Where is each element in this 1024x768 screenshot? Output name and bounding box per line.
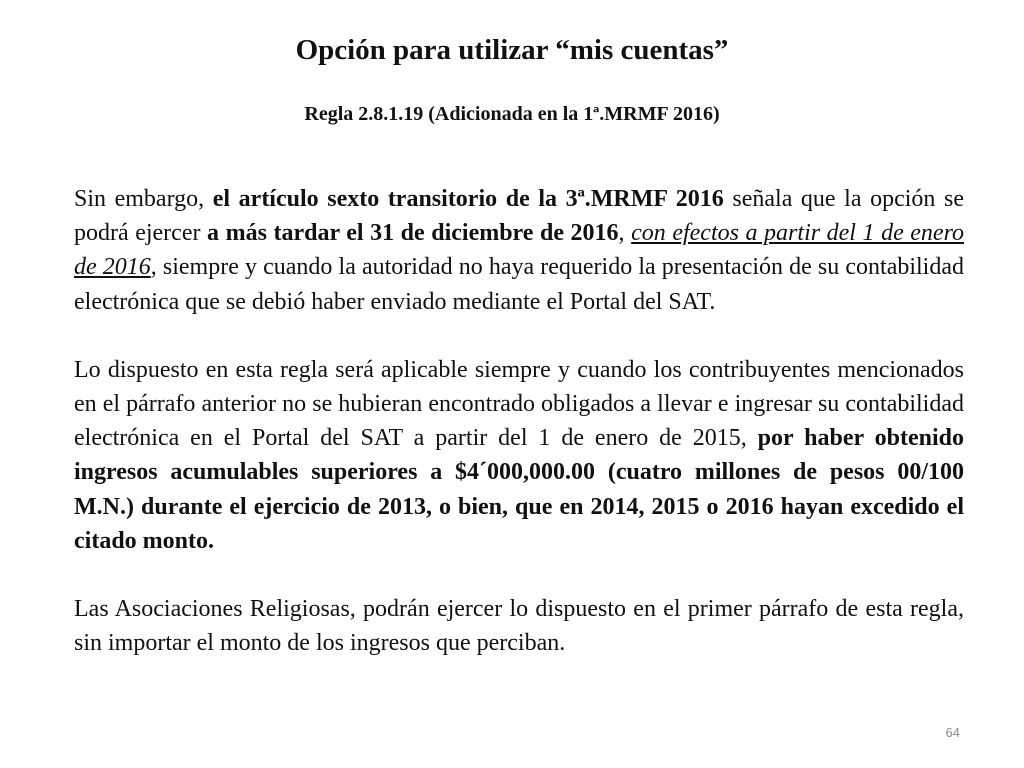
bold-segment: por haber obtenido ingresos acumulables superiores a $4´000,000.00 (cuatro millones de pesos 00/100 M.N.) durante el ejercicio de 2013, o bien, que en 2014, 2015 o 2016 hayan excedido el citado monto. [74,425,964,554]
slide-subtitle: Regla 2.8.1.19 (Adicionada en la 1ª.MRMF 2016) [304,103,720,125]
text-segment: , siempre y cuando la autoridad no haya requerido la presentación de su contabilidad electrónica que se debió haber enviado mediante el Portal del SAT. [74,254,965,315]
slide-title: Opción para utilizar “mis cuentas” [295,34,729,66]
paragraph-1 [74,182,964,319]
text-segment: , [618,220,632,247]
page-number: 64 [945,725,960,740]
bold-segment: el artículo sexto transitorio de la 3ª.MRMF 2016 [212,186,724,212]
text-segment: señala que la opción se podrá ejercer [74,186,965,247]
paragraph-2 [74,353,964,558]
text-segment: Lo dispuesto en esta regla será aplicable siempre y cuando los contribuyentes mencionados en el párrafo anterior no se hubieran encontrado obligados a llevar e ingresar su contabilidad electrónica en el Portal del SAT a partir del 1 de enero de 2015, [74,356,964,452]
paragraph-3 [74,592,964,660]
text-segment: Sin embargo, [74,186,213,212]
bold-segment: a más tardar el 31 de diciembre de 2016 [207,220,619,247]
slide-body [74,182,964,660]
text-segment: Las Asociaciones Religiosas, podrán ejercer lo dispuesto en el primer párrafo de esta regla, sin importar el monto de los ingresos que perciban. [74,596,964,657]
italic-underlined-segment: con efectos a partir del 1 de enero de 2016 [74,220,965,281]
